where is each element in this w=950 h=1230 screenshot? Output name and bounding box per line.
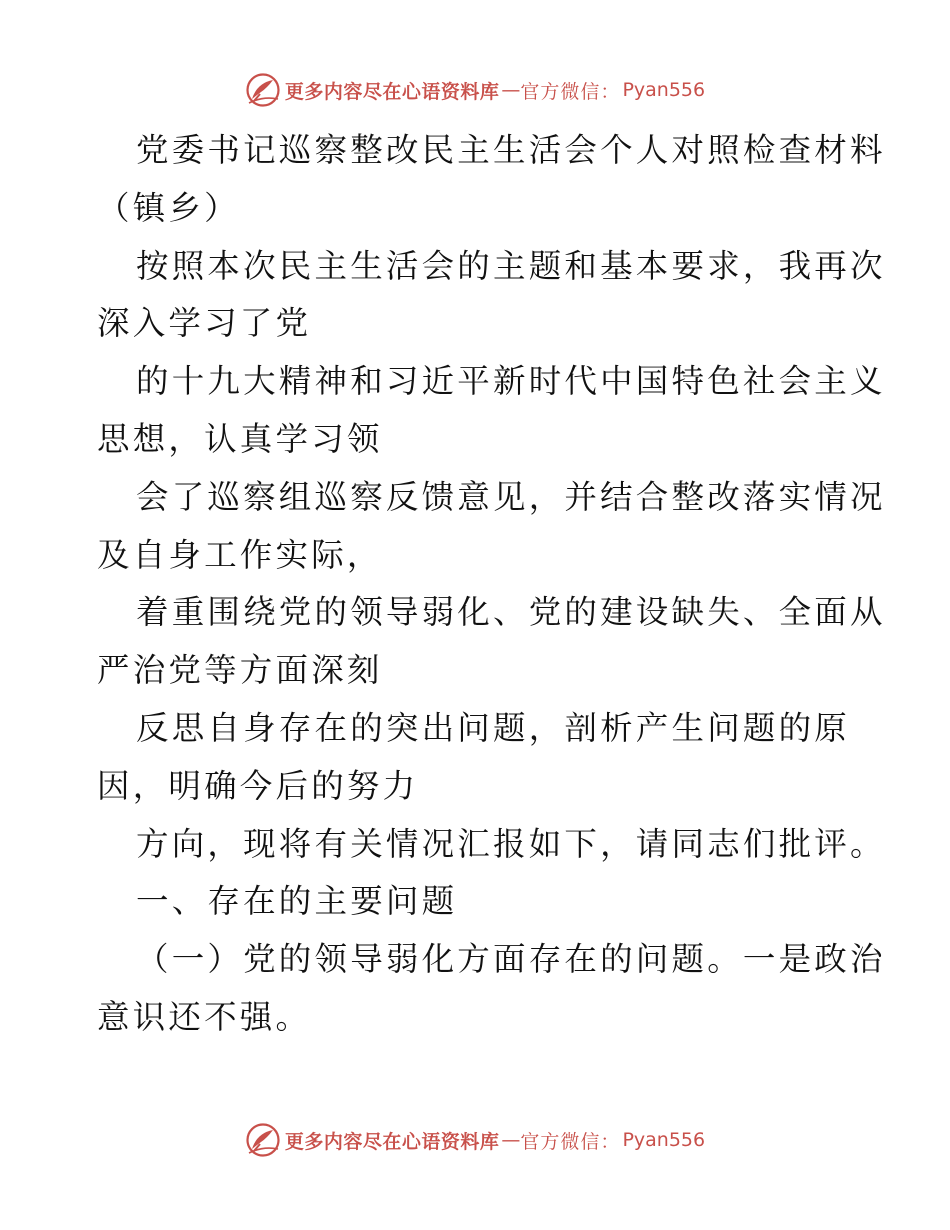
text-line: 按照本次民主生活会的主题和基本要求，我再次 — [136, 246, 886, 285]
text-line: 会了巡察组巡察反馈意见，并结合整改落实情况 — [136, 477, 886, 516]
pen-logo-icon — [245, 72, 281, 108]
text-line: 着重围绕党的领导弱化、党的建设缺失、全面从 — [136, 593, 886, 632]
text-line: 的十九大精神和习近平新时代中国特色社会主义 — [136, 362, 886, 401]
footer-watermark-banner — [0, 1120, 950, 1160]
text-line: 一、存在的主要问题 — [136, 882, 458, 921]
text-line: 深入学习了党 — [97, 304, 312, 343]
text-line: 思想，认真学习领 — [97, 419, 383, 458]
text-line: 党委书记巡察整改民主生活会个人对照检查材料 — [136, 131, 886, 169]
text-line: 方向，现将有关情况汇报如下，请同志们批评。 — [136, 824, 886, 863]
text-lines — [97, 122, 886, 1047]
pen-logo-icon — [245, 1122, 281, 1158]
banner-separator: — — [501, 1129, 519, 1151]
text-line: （一）党的领导弱化方面存在的问题。一是政治 — [136, 940, 886, 979]
brand-text: 更多内容尽在心语资料库 — [284, 1130, 500, 1153]
contact-label: 官方微信： — [520, 80, 621, 103]
text-line: （镇乡） — [97, 188, 240, 227]
text-line: 因，明确今后的努力 — [97, 766, 419, 805]
document-body — [97, 122, 886, 1047]
banner-separator: — — [501, 79, 519, 101]
text-line: 严治党等方面深刻 — [97, 651, 383, 690]
wechat-id: Pyan556 — [622, 1129, 706, 1151]
contact-label: 官方微信： — [520, 1130, 621, 1153]
header-watermark-banner — [0, 70, 950, 110]
brand-text: 更多内容尽在心语资料库 — [284, 80, 500, 103]
text-line: 反思自身存在的突出问题，剖析产生问题的原 — [136, 708, 851, 747]
text-line: 意识还不强。 — [97, 997, 312, 1036]
text-line: 及自身工作实际， — [97, 535, 383, 574]
wechat-id: Pyan556 — [622, 79, 706, 101]
